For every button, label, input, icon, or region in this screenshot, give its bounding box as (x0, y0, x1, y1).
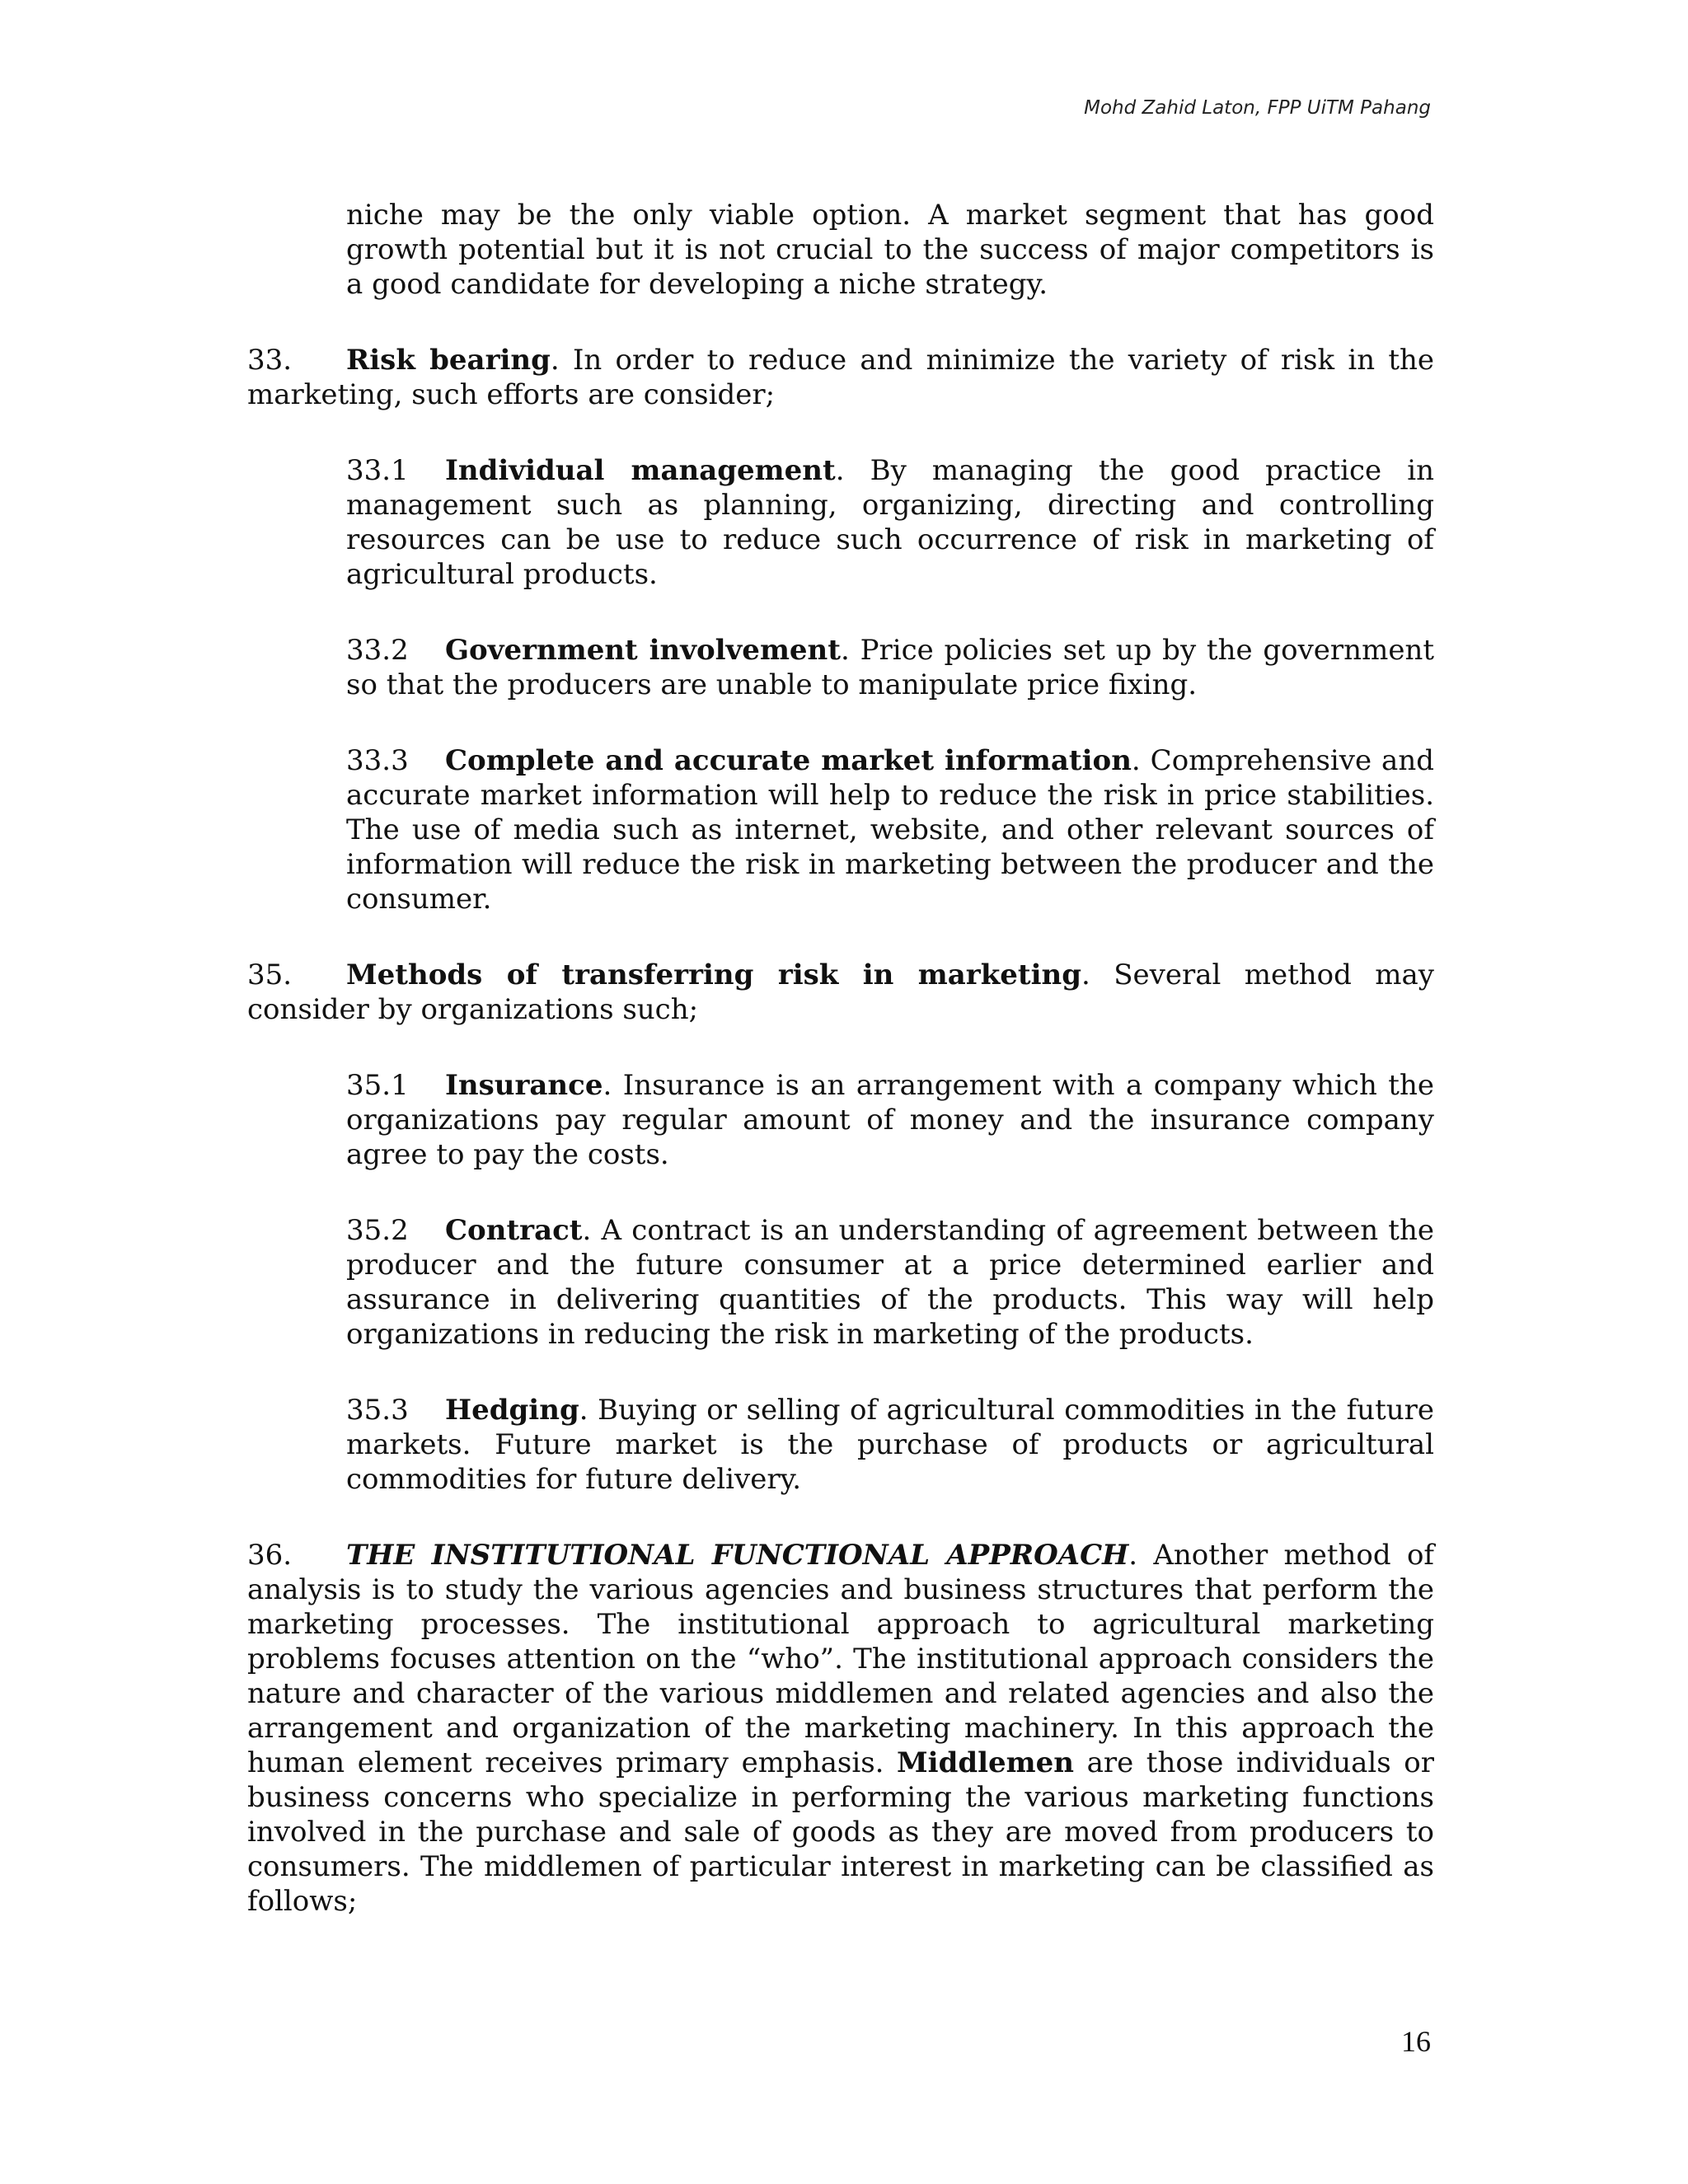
item-35-3 (346, 1393, 1434, 1497)
item-text: . Price policies set up by the government so that the producers are unable to manipulate price fixing. (346, 634, 1435, 701)
item-number: 33.3 (346, 744, 409, 777)
item-text: . Buying or selling of agricultural commodities in the future markets. Future market is the purchase of products or agricultural commodities for future delivery. (346, 1394, 1434, 1496)
item-number: 35.2 (346, 1214, 409, 1247)
item-number: 35.1 (346, 1069, 409, 1102)
item-title: Hedging (445, 1394, 579, 1427)
section-title: THE INSTITUTIONAL FUNCTIONAL APPROACH (346, 1539, 1129, 1572)
item-title: Contract (445, 1214, 583, 1247)
page-content (247, 198, 1434, 1960)
item-33-3 (346, 743, 1434, 916)
section-text: . In order to reduce and minimize the variety of risk in the marketing, such efforts are consider; (247, 344, 1435, 411)
section-36 (247, 1538, 1434, 1919)
item-title: Individual management (445, 454, 836, 487)
section-35 (247, 958, 1434, 1027)
item-text: . Insurance is an arrangement with a company which the organizations pay regular amount of money and the insurance company agree to pay the costs. (346, 1069, 1434, 1171)
section-number: 33. (247, 344, 293, 377)
item-text: . By managing the good practice in management such as planning, organizing, directing and controlling resources can be use to reduce such occurrence of risk in marketing of agricultural products. (346, 454, 1434, 591)
section-title: Methods of transferring risk in marketing (346, 958, 1082, 991)
page-number: 16 (1401, 2025, 1431, 2058)
section-number: 36. (247, 1539, 293, 1572)
item-number: 35.3 (346, 1394, 409, 1427)
section-text-continued: are those individuals or business concerns who specialize in performing the various marketing functions involved in the purchase and sale of goods as they are moved from producers to consumers. The middlemen of particular interest in marketing can be classified as follows; (247, 1746, 1434, 1918)
section-title: Risk bearing (346, 344, 551, 377)
item-35-2 (346, 1213, 1434, 1352)
item-title: Complete and accurate market information (445, 744, 1132, 777)
section-number: 35. (247, 958, 293, 991)
item-text: . A contract is an understanding of agreement between the producer and the future consumer at a price determined earlier and assurance in delivering quantities of the products. This way will help organizations in reducing the risk in marketing of the products. (346, 1214, 1434, 1351)
item-title: Insurance (445, 1069, 603, 1102)
item-title: Government involvement (445, 634, 841, 667)
bold-term: Middlemen (897, 1746, 1074, 1779)
section-text: . Another method of analysis is to study the various agencies and business structures that perform the marketing processes. The institutional approach to agricultural marketing problems focuses attention on the “who”. The institutional approach considers the nature and character of the various middlemen and related agencies and also the arrangement and organization of the marketing machinery. In this approach the human element receives primary emphasis. (247, 1539, 1434, 1779)
section-text: . Several method may consider by organizations such; (247, 958, 1434, 1026)
item-number: 33.2 (346, 634, 409, 667)
section-33 (247, 343, 1434, 412)
item-text: . Comprehensive and accurate market information will help to reduce the risk in price stabilities. The use of media such as internet, website, and other relevant sources of information will reduce the risk in marketing between the producer and the consumer. (346, 744, 1434, 916)
item-35-1 (346, 1068, 1434, 1172)
item-number: 33.1 (346, 454, 409, 487)
intro-paragraph: niche may be the only viable option. A market segment that has good growth potential but it is not crucial to the success of major competitors is a good candidate for developing a niche strategy. (346, 199, 1434, 301)
item-33-1 (346, 453, 1434, 592)
item-33-2 (346, 633, 1434, 702)
running-header: Mohd Zahid Laton, FPP UiTM Pahang (1084, 97, 1431, 119)
